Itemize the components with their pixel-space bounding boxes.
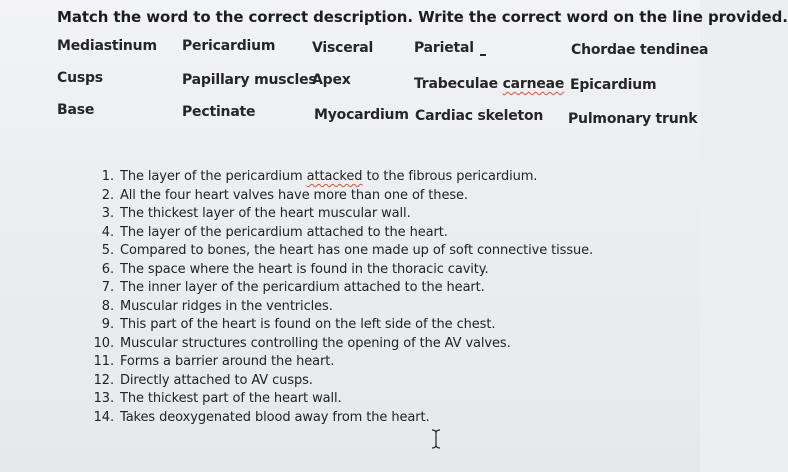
list-item: 9. This part of the heart is found on the left side of the chest. [101,317,496,332]
description-text: Compared to bones, the heart has one made up of soft connective tissue. [120,243,594,258]
list-item: 4. The layer of the pericardium attached to the heart. [101,224,448,240]
word-bank-item: Visceral [312,40,374,56]
word-bank-item: Pectinate [182,104,256,120]
description-text: All the four heart valves have more than one of these. [120,187,468,203]
description-text: Muscular structures controlling the opening of the AV valves. [120,335,511,351]
word-bank-item: Cusps [57,70,103,86]
word-bank-item: Chordae tendinea [571,42,709,58]
description-text: Directly attached to AV cusps. [120,372,313,388]
word-bank-item: Apex [312,72,351,88]
description-text: The inner layer of the pericardium attached to the heart. [120,280,485,295]
text-cursor-icon [430,428,442,450]
description-text: This part of the heart is found on the left side of the chest. [120,317,496,332]
list-item: 2. All the four heart valves have more than one of these. [101,187,468,203]
description-text: Forms a barrier around the heart. [120,354,335,369]
word-bank-item: Trabeculae carneae [414,76,565,92]
word-bank-item: Myocardium [314,107,409,123]
description-text: The layer of the pericardium attacked to the fibrous pericardium. [120,169,538,184]
list-item: 10. Muscular structures controlling the opening of the AV valves. [93,335,511,351]
word-bank-item: Papillary muscles [182,72,317,88]
word-bank-item: Base [57,102,95,118]
description-list [88,168,593,427]
list-item: 1. The layer of the pericardium attacked to the fibrous pericardium. [101,169,538,184]
list-item: 11. Forms a barrier around the heart. [93,354,335,369]
description-text: The thickest part of the heart wall. [120,391,342,406]
description-text: The thickest layer of the heart muscular wall. [120,206,411,221]
description-text: The layer of the pericardium attached to the heart. [120,224,448,240]
word-bank-item: Mediastinum [57,38,157,54]
list-item: 12. Directly attached to AV cusps. [93,372,313,388]
word-bank-item: Cardiac skeleton [415,108,544,124]
word-bank-item: Epicardium [570,77,657,93]
list-item: 14. Takes deoxygenated blood away from the heart. [93,409,430,425]
answer-dash [480,54,486,56]
list-item: 6. The space where the heart is found in the thoracic cavity. [101,261,489,277]
word-bank-item: Parietal [414,40,486,56]
description-text: The space where the heart is found in the thoracic cavity. [120,261,489,277]
description-text: Takes deoxygenated blood away from the heart. [120,409,430,425]
list-item: 8. Muscular ridges in the ventricles. [101,298,333,314]
description-text: Muscular ridges in the ventricles. [120,298,333,314]
list-item: 3. The thickest layer of the heart muscular wall. [101,206,411,221]
word-bank-item: Pericardium [182,38,276,54]
list-item: 7. The inner layer of the pericardium attached to the heart. [101,280,485,295]
list-item: 5. Compared to bones, the heart has one made up of soft connective tissue. [101,243,594,258]
list-item: 13. The thickest part of the heart wall. [93,391,342,406]
instructions-heading: Match the word to the correct description. Write the correct word on the line provided. [57,8,788,26]
word-bank-item: Pulmonary trunk [568,111,698,127]
